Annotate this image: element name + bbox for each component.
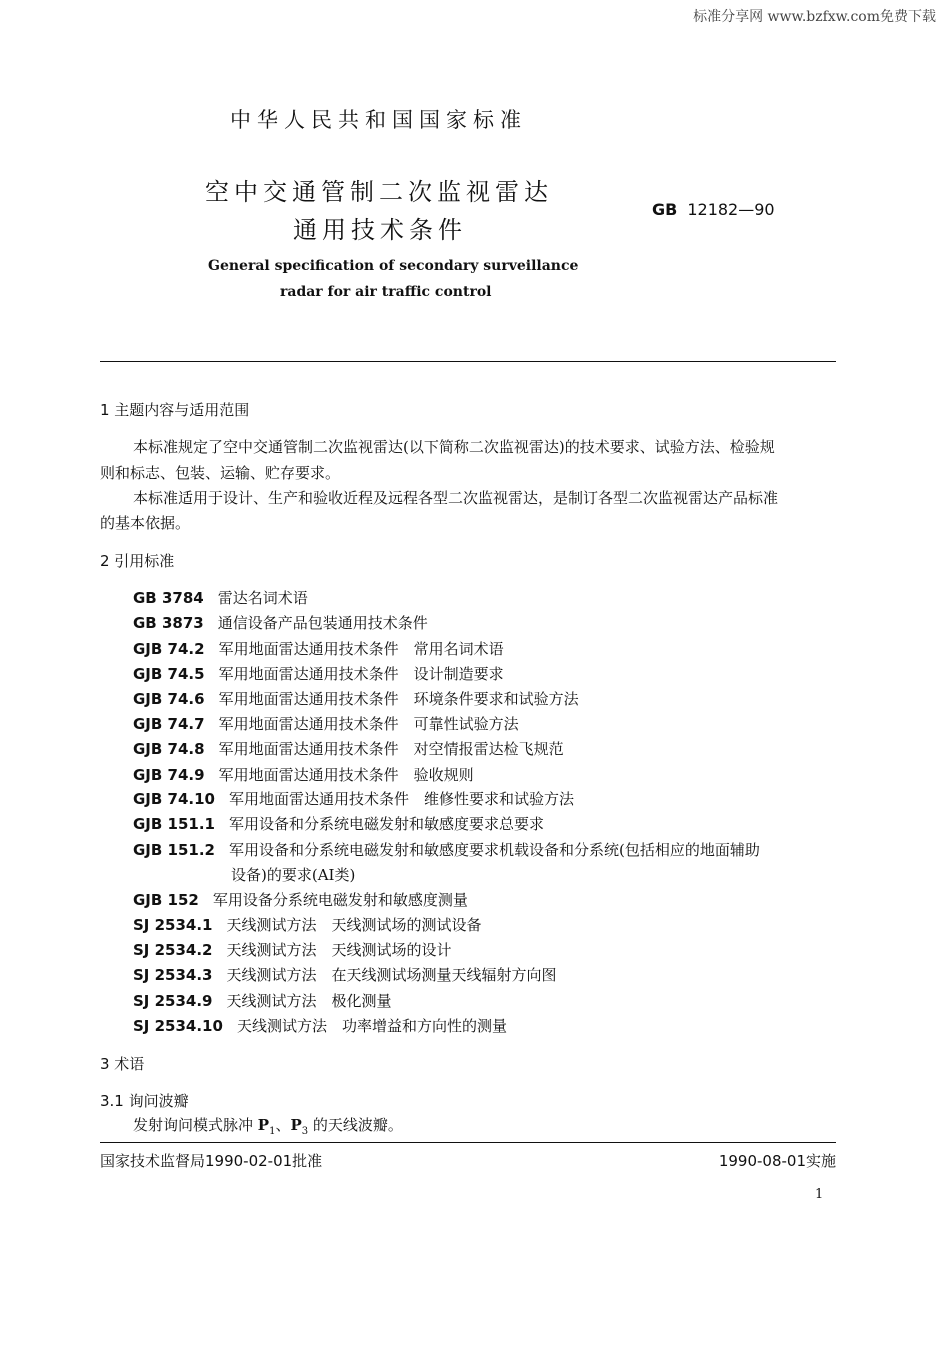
reference-title: 通信设备产品包装通用技术条件 (217, 614, 428, 632)
reference-title: 天线测试方法 天线测试场的设计 (226, 941, 452, 959)
reference-code: GJB 74.5 (133, 665, 205, 683)
section1-para2-line1: 本标准适用于设计、生产和验收近程及远程各型二次监视雷达，是制订各型二次监视雷达产品标准 (133, 489, 779, 507)
watermark-text: 标准分享网 www.bzfxw.com免费下载 (693, 9, 936, 25)
section1-para1-line2: 则和标志、包装、运输、贮存要求。 (100, 464, 341, 482)
reference-code: GJB 74.9 (133, 766, 205, 784)
reference-code: GJB 74.6 (133, 690, 205, 708)
section3-heading: 3 术语 (100, 1055, 145, 1073)
reference-title: 军用设备分系统电磁发射和敏感度测量 (212, 891, 468, 909)
reference-item (133, 939, 452, 960)
reference-title: 军用地面雷达通用技术条件 对空情报雷达检飞规范 (218, 740, 564, 758)
standard-type: 中华人民共和国国家标准 (230, 108, 527, 132)
reference-title: 设备)的要求(AI类) (231, 866, 356, 884)
approval-text: 国家技术监督局1990-02-01批准 (100, 1152, 323, 1170)
section1-heading: 1 主题内容与适用范围 (100, 401, 250, 419)
footer-divider (100, 1142, 836, 1143)
section3-1-heading: 3.1 询问波瓣 (100, 1092, 189, 1110)
pulse-p1: P (257, 1116, 270, 1134)
page-number: 1 (815, 1187, 824, 1202)
reference-code: GJB 74.7 (133, 715, 205, 733)
reference-code: GB 3873 (133, 614, 204, 632)
reference-item (133, 713, 519, 734)
reference-code: GJB 74.10 (133, 790, 215, 808)
gb-code (652, 200, 775, 219)
header-divider (100, 361, 836, 362)
reference-title: 军用地面雷达通用技术条件 可靠性试验方法 (218, 715, 519, 733)
reference-item (133, 813, 544, 834)
reference-title: 军用地面雷达通用技术条件 设计制造要求 (218, 665, 504, 683)
reference-code: SJ 2534.1 (133, 916, 213, 934)
document-title-line1: 空中交通管制二次监视雷达 (205, 178, 553, 206)
english-title-line2: radar for air traffic control (280, 284, 492, 300)
section2-heading: 2 引用标准 (100, 552, 175, 570)
section1-para2-line2: 的基本依据。 (100, 514, 191, 532)
reference-code: GJB 152 (133, 891, 199, 909)
reference-item (133, 839, 760, 860)
definition-prefix: 发射询问模式脉冲 (133, 1116, 258, 1134)
reference-title: 军用设备和分系统电磁发射和敏感度要求机载设备和分系统(包括相应的地面辅助 (229, 841, 760, 859)
gb-prefix: GB (652, 200, 678, 219)
reference-title: 军用地面雷达通用技术条件 常用名词术语 (218, 640, 504, 658)
english-title-line1: General specification of secondary surveillance (208, 258, 579, 274)
reference-title: 军用设备和分系统电磁发射和敏感度要求总要求 (229, 815, 545, 833)
reference-item (133, 764, 474, 785)
definition-suffix: 的天线波瓣。 (308, 1116, 403, 1134)
reference-item-continuation (231, 864, 355, 885)
reference-title: 天线测试方法 天线测试场的测试设备 (226, 916, 482, 934)
reference-item (133, 688, 579, 709)
reference-item (133, 663, 504, 684)
gb-number: 12182—90 (687, 200, 775, 219)
reference-code: GJB 74.8 (133, 740, 205, 758)
reference-item (133, 587, 308, 608)
reference-code: GJB 74.2 (133, 640, 205, 658)
reference-title: 军用地面雷达通用技术条件 维修性要求和试验方法 (229, 790, 575, 808)
reference-item (133, 612, 428, 633)
document-title-line2: 通用技术条件 (293, 216, 467, 244)
reference-title: 军用地面雷达通用技术条件 环境条件要求和试验方法 (218, 690, 579, 708)
reference-title: 军用地面雷达通用技术条件 验收规则 (218, 766, 474, 784)
reference-code: SJ 2534.9 (133, 992, 213, 1010)
reference-code: SJ 2534.10 (133, 1017, 223, 1035)
reference-code: SJ 2534.3 (133, 966, 213, 984)
reference-title: 天线测试方法 极化测量 (226, 992, 392, 1010)
reference-code: GJB 151.2 (133, 841, 215, 859)
reference-code: GB 3784 (133, 589, 204, 607)
reference-item (133, 788, 574, 809)
reference-item (133, 990, 392, 1011)
reference-code: SJ 2534.2 (133, 941, 213, 959)
reference-code: GJB 151.1 (133, 815, 215, 833)
reference-item (133, 914, 482, 935)
pulse-p3: P (290, 1116, 302, 1134)
implementation-text: 1990-08-01实施 (718, 1152, 836, 1170)
pulse-p1-subscript: 1 (269, 1126, 276, 1137)
reference-item (133, 889, 468, 910)
pulse-p3-subscript: 3 (301, 1126, 309, 1137)
reference-title: 天线测试方法 在天线测试场测量天线辐射方向图 (226, 966, 557, 984)
reference-item (133, 638, 504, 659)
reference-item (133, 738, 564, 759)
reference-item (133, 1015, 507, 1036)
reference-title: 天线测试方法 功率增益和方向性的测量 (236, 1017, 507, 1035)
section1-para1-line1: 本标准规定了空中交通管制二次监视雷达(以下简称二次监视雷达)的技术要求、试验方法、检验规 (133, 438, 775, 456)
section3-1-definition (133, 1114, 403, 1137)
reference-title: 雷达名词术语 (217, 589, 308, 607)
reference-item (133, 964, 557, 985)
separator: 、 (275, 1116, 291, 1134)
